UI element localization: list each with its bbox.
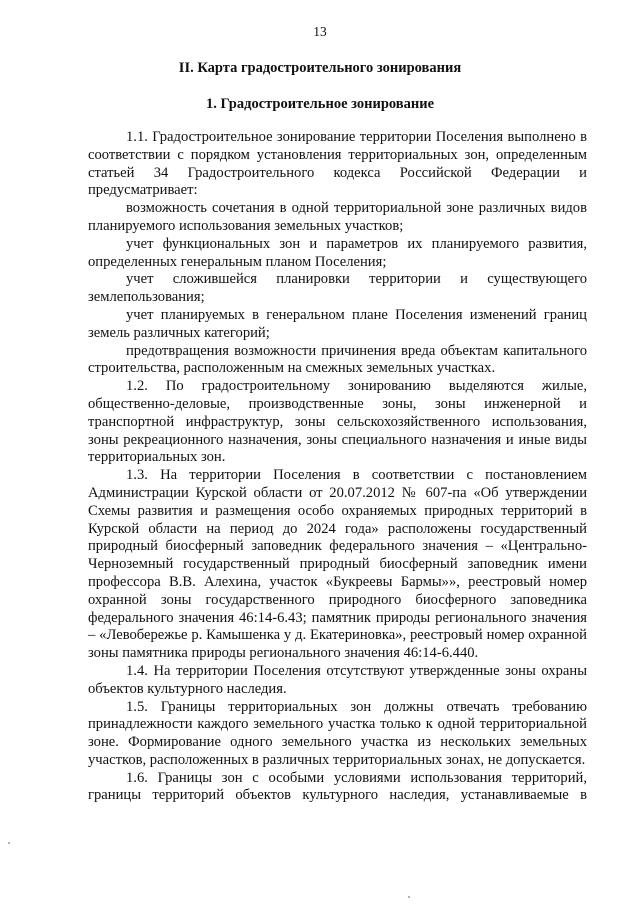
- paragraph-1-2: 1.2. По градостроительному зонированию выделяются жилые, общественно-деловые, производственные зоны, зоны инженерной и транспортной инфраструктур, зоны сельскохозяйственного использования, зоны рекреационного назначения, зоны специального назначения и иные виды территориальных зон.: [88, 378, 587, 466]
- document-body: [88, 129, 587, 805]
- subsection-title: 1. Градостроительное зонирование: [205, 96, 435, 112]
- list-item-harm-prevention: предотвращения возможности причинения вреда объектам капитального строительства, расположенным на смежных земельных участках.: [88, 342, 587, 377]
- section-title: II. Карта градостроительного зонирования: [178, 60, 462, 76]
- paragraph-1-3: 1.3. На территории Поселения в соответствии с постановлением Администрации Курской области от 20.07.2012 № 607-па «Об утверждении Схемы развития и размещения особо охраняемых природных территорий в Курской области на период до 2024 года» расположены государственный природный биосферный заповедник федерального значения – «Центрально-Черноземный государственный природный биосферный заповедник имени профессора В.В. Алехина, участок «Букреевы Бармы»», реестровый номер охранной зоны государственного природного биосферного заповедника федерального значения 46:14-6.43; памятник природы регионального значения – «Левобережье р. Камышенка у д. Екатериновка», реестровый номер охранной зоны памятника природы регионального значения 46:14-6.440.: [88, 467, 587, 662]
- list-item-zone-combination: возможность сочетания в одной территориальной зоне различных видов планируемого использования земельных участков;: [88, 200, 587, 234]
- paragraph-1-4: 1.4. На территории Поселения отсутствуют утвержденные зоны охраны объектов культурного наследия.: [88, 662, 587, 697]
- list-item-functional-zones: учет функциональных зон и параметров их планируемого развития, определенных генеральным планом Поселения;: [88, 235, 587, 270]
- scan-speck: [8, 842, 10, 844]
- paragraph-1-5: 1.5. Границы территориальных зон должны отвечать требованию принадлежности каждого земельного участка только к одной территориальной зоне. Формирование одного земельного участка из нескольких земельных участков, расположенных в различных территориальных зонах, не допускается.: [88, 698, 587, 768]
- list-item-planned-changes: учет планируемых в генеральном плане Поселения изменений границ земель различных категорий;: [88, 306, 587, 341]
- scan-speck: [408, 896, 410, 898]
- paragraph-1-6: 1.6. Границы зон с особыми условиями использования территорий, границы территорий объектов культурного наследия, устанавливаемые в: [88, 769, 587, 804]
- list-item-existing-layout: учет сложившейся планировки территории и существующего землепользования;: [88, 271, 587, 306]
- page-number: 13: [313, 24, 327, 39]
- paragraph-1-1: 1.1. Градостроительное зонирование территории Поселения выполнено в соответствии с порядком установления территориальных зон, определенным статьей 34 Градостроительного кодекса Российской Федерации и предусматривает:: [88, 129, 587, 199]
